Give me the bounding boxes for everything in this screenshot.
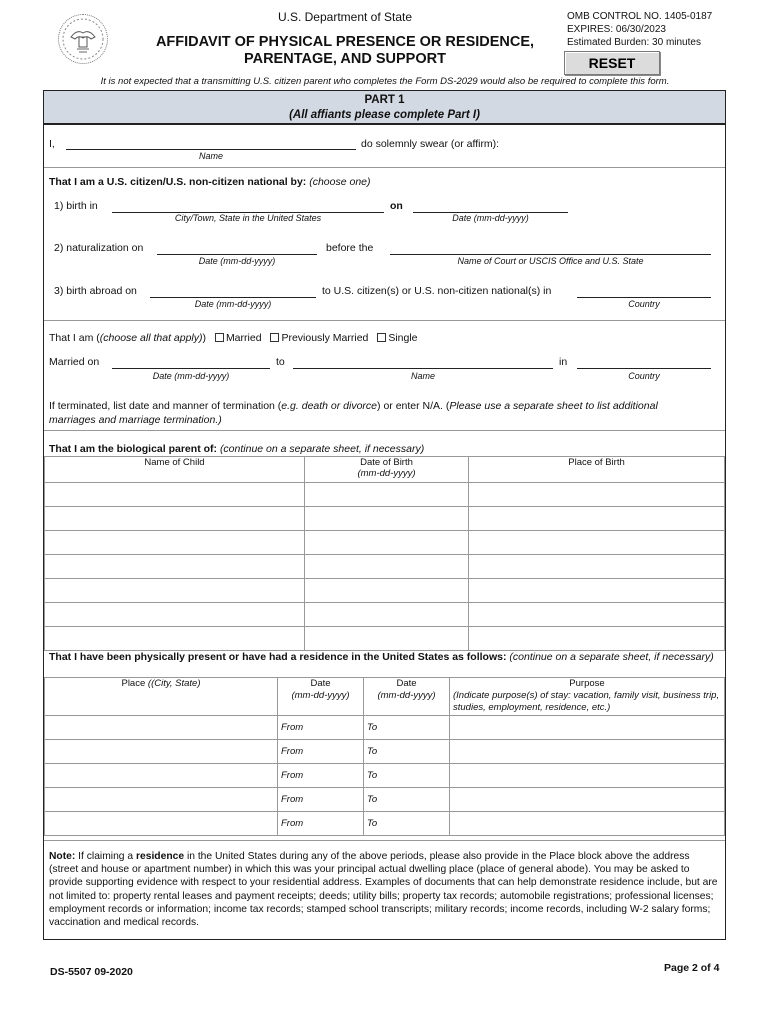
purpose-cell[interactable] [450,764,725,788]
name-caption: Name [198,151,223,161]
place-cell[interactable] [45,740,278,764]
place-cell[interactable] [45,764,278,788]
swear-text: do solemnly swear (or affirm): [361,138,500,150]
presence-heading [49,651,717,664]
note-text-2: in the United States during any of the above periods, please also provide in the Place block above the address (street and house or apartment number) in which this was your principal actual dwelling place (place of general abode). You may be asked to provide supporting evidence with respect to your residential address. Examples of documents that can help demonstrate residence include, but are not limited to: property rental leases and payment receipts; deeds; utility bills; property tax records; automobile registrations; professional licenses; employment records or information; income tax records; stamped school transcripts; military records; income records, including W-2 salary forms; vaccination and medical records. [49,851,718,929]
table-row [45,531,725,555]
from-date-cell[interactable]: From [278,788,364,812]
child-place-cell[interactable] [469,627,725,651]
termination-example: e.g. death or divorce [281,400,378,412]
table-row [45,764,725,788]
col-purpose-label: Purpose [569,678,605,689]
place-cell[interactable] [45,812,278,836]
to-date-cell[interactable]: To [364,764,450,788]
child-name-cell[interactable] [45,579,305,603]
to-date-cell[interactable]: To [364,740,450,764]
termination-instructions [49,400,658,427]
table-row [45,483,725,507]
child-dob-cell[interactable] [305,507,469,531]
estimated-burden: Estimated Burden: 30 minutes [567,37,701,48]
child-dob-cell[interactable] [305,603,469,627]
to-date-cell[interactable]: To [364,812,450,836]
child-place-cell[interactable] [469,555,725,579]
col-place: Place ((City, State) [45,678,278,716]
birth-abroad-date-input[interactable] [150,284,316,298]
purpose-cell[interactable] [450,812,725,836]
child-place-cell[interactable] [469,603,725,627]
table-row [45,603,725,627]
table-row [45,812,725,836]
divider [44,430,725,431]
col-place-of-birth: Place of Birth [469,457,725,483]
in-label: in [559,356,568,368]
children-table [44,456,725,651]
previously-married-checkbox[interactable] [270,333,279,342]
parent-continue-text: (continue on a separate sheet, if necessary) [219,443,425,455]
part1-title: PART 1 [364,94,405,106]
parent-heading-text: That I am the biological parent of: [49,443,218,455]
child-dob-cell[interactable] [305,627,469,651]
col-date-label: Date [396,678,417,689]
note-bold: residence [135,851,185,862]
termination-note-2: marriages and marriage termination.) [49,413,222,426]
reset-button[interactable]: RESET [564,51,660,75]
expiration-date: EXPIRES: 06/30/2023 [567,24,666,35]
date-caption: Date (mm-dd-yyyy) [194,299,272,309]
col-dob-label: Date of Birth [360,457,413,468]
purpose-cell[interactable] [450,788,725,812]
spouse-name-input[interactable] [293,355,553,369]
termination-text-2: ) or enter N/A. ( [377,400,450,412]
col-date-of-birth [305,457,469,483]
col-purpose [450,678,725,716]
date-caption: Date (mm-dd-yyyy) [152,371,230,381]
birth-abroad-label: 3) birth abroad on [54,285,137,297]
naturalization-date-input[interactable] [157,241,317,255]
from-date-cell[interactable]: From [278,740,364,764]
single-label: Single [388,332,418,344]
col-dob-format: (mm-dd-yyyy) [357,468,416,479]
purpose-cell[interactable] [450,740,725,764]
naturalization-label: 2) naturalization on [54,242,144,254]
table-row [45,579,725,603]
page-number: Page 2 of 4 [664,962,720,974]
child-name-cell[interactable] [45,627,305,651]
single-checkbox[interactable] [377,333,386,342]
country-caption: Country [628,299,660,309]
parent-heading [49,443,424,455]
part1-header [44,91,725,125]
that-i-am-text: That I am [49,332,94,344]
from-date-cell[interactable]: From [278,764,364,788]
table-row [45,627,725,651]
abroad-country-input[interactable] [577,284,711,298]
col-purpose-sub: (Indicate purpose(s) of stay: vacation, family visit, business trip, studies, employment, residence, etc.) [453,690,720,713]
choose-one-text: (choose one) [309,176,371,188]
birth-in-label: 1) birth in [54,200,98,212]
department-name: U.S. Department of State [277,10,413,24]
citizenship-heading [49,176,371,188]
presence-table-header [45,678,725,716]
table-row [45,716,725,740]
not-expected-notice: It is not expected that a transmitting U.S. citizen parent who completes the Form DS-2029 would also be required to complete this form. [100,76,670,87]
child-place-cell[interactable] [469,483,725,507]
note-label: Note: [49,851,76,862]
termination-note: Please use a separate sheet to list additional [449,400,658,412]
presence-table [44,677,725,836]
date-caption: Date (mm-dd-yyyy) [452,213,529,223]
birth-place-input[interactable] [112,199,384,213]
child-place-cell[interactable] [469,507,725,531]
place-cell[interactable] [45,716,278,740]
citizenship-heading-text: That I am a U.S. citizen/U.S. non-citizen national by: [49,176,307,188]
on-label: on [390,200,403,212]
from-date-cell[interactable]: From [278,716,364,740]
from-date-cell[interactable]: From [278,812,364,836]
married-checkbox[interactable] [215,333,224,342]
child-name-cell[interactable] [45,531,305,555]
child-name-cell[interactable] [45,483,305,507]
child-dob-cell[interactable] [305,579,469,603]
col-date-to [364,678,450,716]
married-on-label: Married on [49,356,100,368]
omb-control-number: OMB CONTROL NO. 1405-0187 [567,11,713,22]
child-place-cell[interactable] [469,579,725,603]
children-table-header [45,457,725,483]
presence-continue-text-2: necessary) [662,651,714,663]
note-text-1: If claiming a [75,851,136,862]
child-dob-cell[interactable] [305,531,469,555]
presence-heading-text: That I have been physically present or have had a residence in the United States as follows: [49,651,507,663]
court-caption: Name of Court or USCIS Office and U.S. State [457,256,644,266]
child-name-cell[interactable] [45,507,305,531]
to-citizens-label: to U.S. citizen(s) or U.S. non-citizen national(s) in [322,285,552,297]
col-date-format: (mm-dd-yyyy) [377,690,436,701]
birth-date-input[interactable] [413,199,568,213]
marriage-date-input[interactable] [112,355,270,369]
divider [44,840,725,841]
marital-status-row: That I am ((choose all that apply)) Married Previously Married Single [49,332,418,344]
child-name-cell[interactable] [45,555,305,579]
title-line-2: PARENTAGE, AND SUPPORT [244,51,446,67]
title-line-1: AFFIDAVIT OF PHYSICAL PRESENCE OR RESIDENCE, [155,34,535,50]
name-caption: Name [410,371,435,381]
col-date-format: (mm-dd-yyyy) [291,690,350,701]
place-cell[interactable] [45,788,278,812]
court-name-input[interactable] [390,241,711,255]
to-date-cell[interactable]: To [364,716,450,740]
col-place-sub: (City, State) [151,678,201,689]
choose-all-text: (choose all that apply) [99,332,203,344]
purpose-cell[interactable] [450,716,725,740]
date-caption: Date (mm-dd-yyyy) [198,256,276,266]
affiant-name-input[interactable] [66,136,356,150]
form-title [120,34,570,68]
presence-continue-text: (continue on a separate sheet, if [509,651,660,663]
i-label: I, [49,138,55,150]
child-name-cell[interactable] [45,603,305,627]
child-dob-cell[interactable] [305,555,469,579]
part1-subtitle: (All affiants please complete Part I) [289,109,480,121]
country-caption: Country [628,371,660,381]
termination-text: If terminated, list date and manner of termination ( [49,400,282,412]
table-row [45,788,725,812]
col-place-label: Place [121,678,146,689]
before-label: before the [326,242,374,254]
table-row [45,507,725,531]
form-id: DS-5507 09-2020 [50,966,133,978]
table-row [45,740,725,764]
previously-married-label: Previously Married [281,332,369,344]
city-caption: City/Town, State in the United States [174,213,322,223]
child-place-cell[interactable] [469,531,725,555]
married-label: Married [225,332,262,344]
omb-info [567,10,712,49]
department-seal [58,14,108,64]
residence-note [49,850,719,929]
table-row [45,555,725,579]
col-date-from [278,678,364,716]
divider [44,167,725,168]
child-dob-cell[interactable] [305,483,469,507]
col-date-label: Date [310,678,331,689]
to-date-cell[interactable]: To [364,788,450,812]
col-name-of-child: Name of Child [45,457,305,483]
marriage-country-input[interactable] [577,355,711,369]
to-label: to [276,356,285,368]
divider [44,320,725,321]
